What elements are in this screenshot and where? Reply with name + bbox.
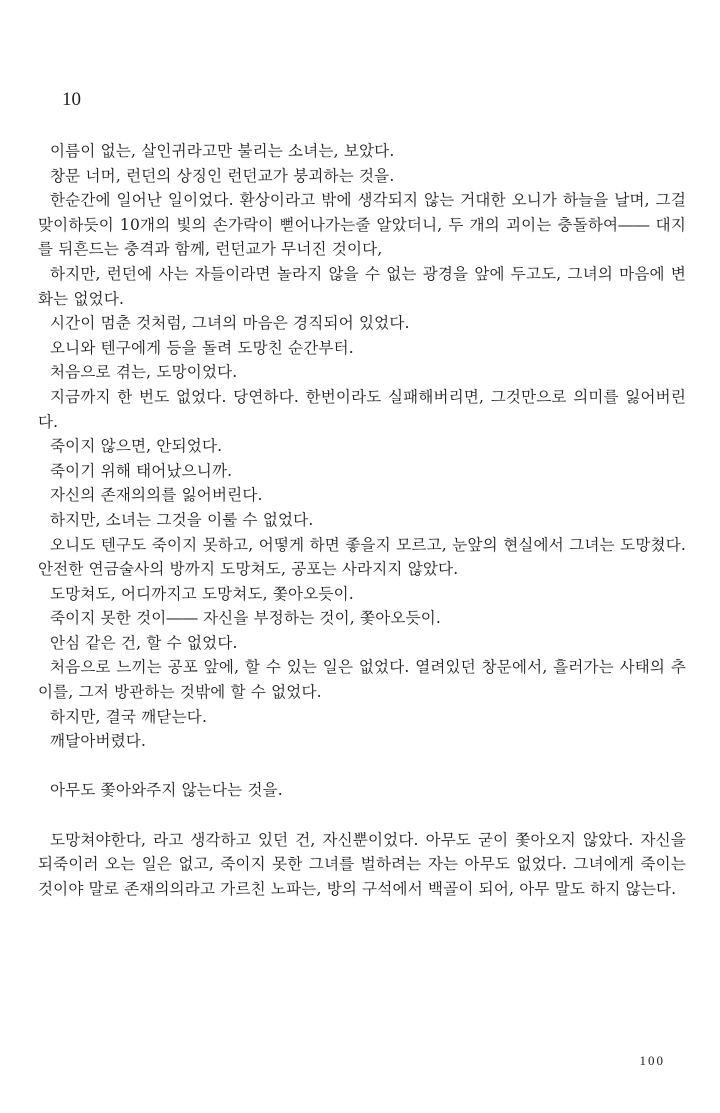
paragraph: 한순간에 일어난 일이었다. 환상이라고 밖에 생각되지 않는 거대한 오니가 하늘을 날며, 그걸 맞이하듯이 10개의 빛의 손가락이 뻗어나가는줄 알았더니, 두 개의 괴이는 충돌하여―― 대지를 뒤흔드는 충격과 함께, 런던교가 무너진 것이다,: [38, 191, 686, 259]
paragraph: 아무도 쫓아와주지 않는다는 것을.: [50, 781, 283, 800]
paragraph: 지금까지 한 번도 없었다. 당연하다. 한번이라도 실패해버리면, 그것만으로 의미를 잃어버린다.: [38, 387, 686, 431]
paragraph: 하지만, 소녀는 그것을 이룰 수 없었다.: [50, 510, 314, 529]
paragraph: 도망쳐도, 어디까지고 도망쳐도, 쫓아오듯이.: [50, 584, 354, 603]
paragraph: 죽이지 않으면, 안되었다.: [50, 437, 223, 456]
paragraph-spacer: [38, 754, 686, 779]
paragraph: 죽이지 못한 것이―― 자신을 부정하는 것이, 쫓아오듯이.: [50, 609, 442, 628]
body-text: [38, 139, 686, 901]
paragraph: 이름이 없는, 살인귀라고만 불리는 소녀는, 보았다.: [50, 142, 395, 160]
paragraph: 처음으로 느끼는 공포 앞에, 할 수 있는 일은 없었다. 열려있던 창문에서, 흘러가는 사태의 추이를, 그저 방관하는 것밖에 할 수 없었다.: [38, 658, 686, 702]
paragraph: 자신의 존재의의를 잃어버린다.: [50, 486, 263, 505]
paragraph: 오니도 텐구도 죽이지 못하고, 어떻게 하면 좋을지 모르고, 눈앞의 현실에서 그녀는 도망쳤다. 안전한 연금술사의 방까지 도망쳐도, 공포는 사라지지 않았다.: [38, 535, 686, 579]
paragraph: 오니와 텐구에게 등을 돌려 도망친 순간부터.: [50, 338, 354, 357]
paragraph: 안심 같은 건, 할 수 없었다.: [50, 633, 238, 652]
paragraph-spacer: [38, 803, 686, 828]
chapter-number: 10: [62, 89, 81, 110]
paragraph: 하지만, 런던에 사는 자들이라면 놀라지 않을 수 없는 광경을 앞에 두고도, 그녀의 마음에 변화는 없었다.: [38, 264, 686, 308]
paragraph: 창문 너머, 런던의 상징인 런던교가 붕괴하는 것을.: [50, 166, 395, 185]
paragraph: 하지만, 결국 깨닫는다.: [50, 707, 208, 726]
paragraph: 도망쳐야한다, 라고 생각하고 있던 건, 자신뿐이었다. 아무도 굳이 쫓아오지 않았다. 자신을 되죽이러 오는 일은 없고, 죽이지 못한 그녀를 벌하려는 자는 아무도 없었다. 그녀에게 죽이는 것이야 말로 존재의의라고 가르친 노파는, 방의 구석에서 백골이 되어, 아무 말도 하지 않는다.: [38, 830, 686, 898]
page-number: 100: [639, 1053, 665, 1068]
paragraph: 시간이 멈춘 것처럼, 그녀의 마음은 경직되어 있었다.: [50, 314, 410, 333]
paragraph: 깨달아버렸다.: [50, 732, 147, 751]
paragraph: 처음으로 겪는, 도망이었다.: [50, 363, 238, 382]
paragraph: 죽이기 위해 태어났으니까.: [50, 461, 233, 480]
